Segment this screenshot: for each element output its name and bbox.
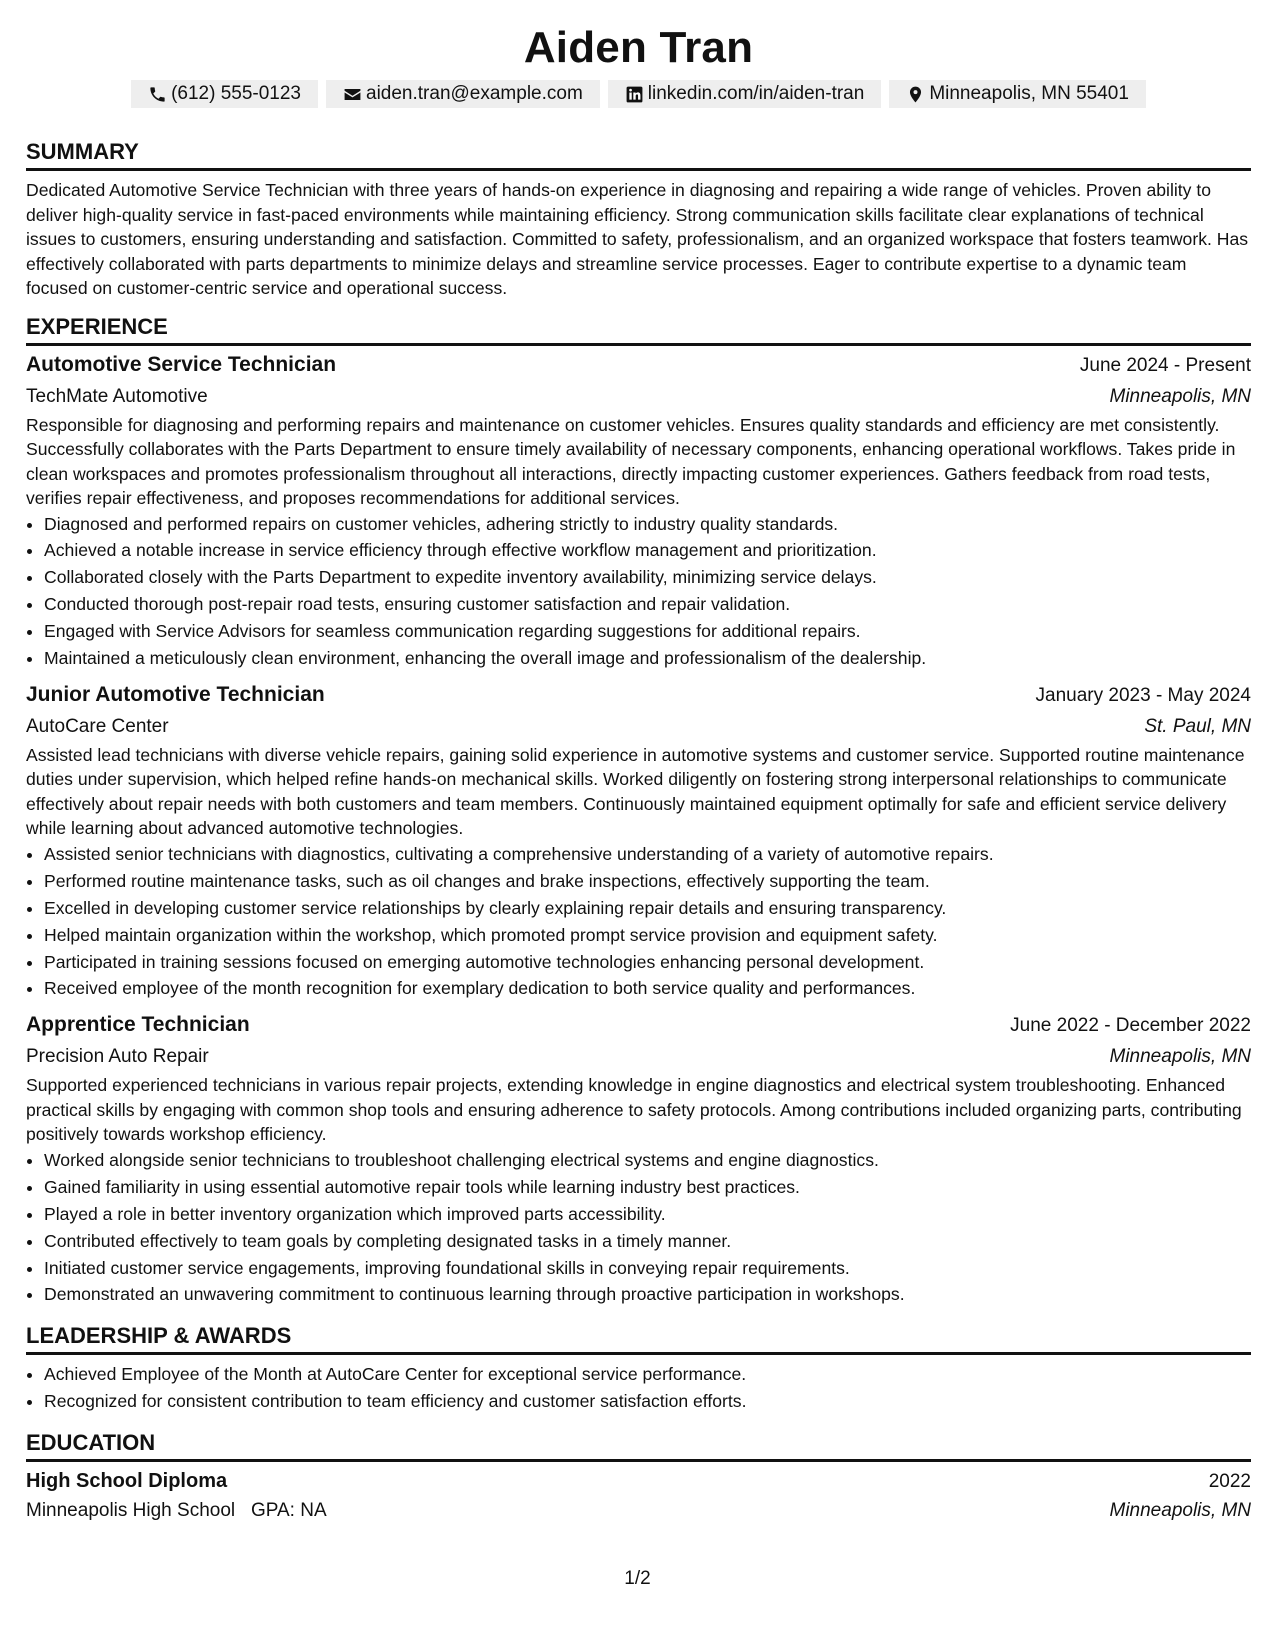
summary-section [26, 138, 1251, 301]
candidate-name: Aiden Tran [523, 23, 754, 72]
job-dates: June 2024 - Present [1079, 354, 1251, 376]
job-description: Assisted lead technicians with diverse vehicle repairs, gaining solid experience in automotive systems and customer service. Supported routine maintenance duties under supervision, which helped refine hands-on mechanical skills. Worked diligently on fostering strong interpersonal relationships to communicate effectively about repair needs with both customers and team members. Continuously maintained equipment optimally for safe and efficient service delivery while learning about advanced automotive technologies. [26, 744, 1245, 839]
contact-email[interactable] [326, 80, 600, 108]
section-title-summary: SUMMARY [26, 138, 1251, 171]
bullet-item: • Engaged with Service Advisors for seamless communication regarding suggestions for additional repairs. [44, 618, 1251, 645]
company-name: Precision Auto Repair [26, 1046, 209, 1068]
job-location: Minneapolis, MN [1109, 385, 1251, 407]
location-text: Minneapolis, MN 55401 [929, 83, 1129, 104]
experience-section [26, 313, 1251, 1309]
graduation-year: 2022 [1208, 1471, 1251, 1493]
company-name: TechMate Automotive [26, 385, 208, 407]
phone-icon [148, 85, 167, 104]
bullet-item: • Collaborated closely with the Parts Department to expedite inventory availability, minimizing service delays. [44, 564, 1251, 591]
contact-linkedin[interactable] [608, 80, 882, 108]
bullet-item: • Assisted senior technicians with diagnostics, cultivating a comprehensive understanding of a variety of automotive repairs. [44, 841, 1251, 868]
gpa-text: GPA: NA [250, 1500, 327, 1522]
job-bullets [26, 841, 1251, 1002]
bullet-item: • Conducted thorough post-repair road tests, ensuring customer satisfaction and repair validation. [44, 591, 1251, 618]
page-number: 1/2 [624, 1568, 651, 1589]
section-title-education: EDUCATION [26, 1429, 1251, 1462]
map-pin-icon [906, 85, 925, 104]
job-location: St. Paul, MN [1144, 715, 1251, 737]
contact-phone [131, 80, 318, 108]
job-location: Minneapolis, MN [1109, 1046, 1251, 1068]
bullet-item: • Demonstrated an unwavering commitment to continuous learning through proactive participation in workshops. [44, 1281, 1251, 1308]
bullet-item: • Played a role in better inventory organization which improved parts accessibility. [44, 1201, 1251, 1228]
email-text: aiden.tran@example.com [366, 83, 583, 104]
school-location: Minneapolis, MN [1109, 1500, 1251, 1522]
linkedin-icon [625, 85, 644, 104]
section-title-leadership: LEADERSHIP & AWARDS [26, 1322, 1251, 1355]
bullet-item: • Initiated customer service engagements, improving foundational skills in conveying repair requirements. [44, 1255, 1251, 1282]
bullet-item: • Gained familiarity in using essential automotive repair tools while learning industry best practices. [44, 1174, 1251, 1201]
bullet-item: • Contributed effectively to team goals by completing designated tasks in a timely manner. [44, 1228, 1251, 1255]
awards-bullets [26, 1361, 1251, 1415]
job-entry [26, 350, 1251, 672]
bullet-item: • Recognized for consistent contribution to team efficiency and customer satisfaction efforts. [44, 1388, 1251, 1415]
bullet-item: • Achieved Employee of the Month at AutoCare Center for exceptional service performance. [44, 1361, 1251, 1388]
bullet-item: • Excelled in developing customer service relationships by clearly explaining repair details and ensuring transparency. [44, 895, 1251, 922]
job-bullets [26, 511, 1251, 672]
envelope-icon [343, 85, 362, 104]
job-dates: January 2023 - May 2024 [1035, 684, 1251, 706]
bullet-item: • Performed routine maintenance tasks, such as oil changes and brake inspections, effectively supporting the team. [44, 868, 1251, 895]
company-name: AutoCare Center [26, 715, 169, 737]
leadership-section [26, 1322, 1251, 1415]
bullet-item: • Participated in training sessions focused on emerging automotive technologies enhancing personal development. [44, 949, 1251, 976]
linkedin-text: linkedin.com/in/aiden-tran [647, 83, 865, 104]
bullet-item: • Maintained a meticulously clean environment, enhancing the overall image and professionalism of the dealership. [44, 645, 1251, 672]
education-section [26, 1429, 1251, 1525]
job-description: Supported experienced technicians in various repair projects, extending knowledge in engine diagnostics and electrical system troubleshooting. Enhanced practical skills by engaging with common shop tools and ensuring adherence to safety protocols. Among contributions included organizing parts, contributing positively towards workshop efficiency. [26, 1075, 1242, 1145]
job-title: Apprentice Technician [26, 1013, 250, 1037]
section-title-experience: EXPERIENCE [26, 313, 1251, 346]
job-title: Automotive Service Technician [26, 352, 337, 376]
job-title: Junior Automotive Technician [26, 682, 325, 706]
school-info [26, 1497, 327, 1525]
job-dates: June 2022 - December 2022 [1010, 1015, 1251, 1037]
resume-page [26, 20, 1251, 1525]
contact-location [889, 80, 1146, 108]
school-name: Minneapolis High School [26, 1500, 236, 1522]
job-entry [26, 680, 1251, 1002]
bullet-item: • Diagnosed and performed repairs on customer vehicles, adhering strictly to industry quality standards. [44, 511, 1251, 538]
bullet-item: • Received employee of the month recognition for exemplary dedication to both service quality and performances. [44, 975, 1251, 1002]
degree-title: High School Diploma [26, 1470, 228, 1493]
bullet-item: • Achieved a notable increase in service efficiency through effective workflow management and prioritization. [44, 537, 1251, 564]
bullet-item: • Helped maintain organization within the workshop, which promoted prompt service provision and equipment safety. [44, 922, 1251, 949]
job-entry [26, 1010, 1251, 1308]
phone-text: (612) 555-0123 [171, 83, 301, 104]
job-bullets [26, 1147, 1251, 1308]
contact-bar [26, 80, 1251, 108]
bullet-item: • Worked alongside senior technicians to troubleshoot challenging electrical systems and engine diagnostics. [44, 1147, 1251, 1174]
summary-text: Dedicated Automotive Service Technician with three years of hands-on experience in diagnosing and repairing a wide range of vehicles. Proven ability to deliver high-quality service in fast-paced environments while maintaining efficiency. Strong communication skills facilitate clear explanations of technical issues to customers, ensuring understanding and satisfaction. Committed to safety, professionalism, and an organized workspace that fosters teamwork. Has effectively collaborated with parts departments to minimize delays and streamline service processes. Eager to contribute expertise to a dynamic team focused on customer-centric service and operational success. [26, 180, 1249, 298]
job-description: Responsible for diagnosing and performing repairs and maintenance on customer vehicles. Ensures quality standards and efficiency are met consistently. Successfully collaborates with the Parts Department to ensure timely availability of necessary components, enhancing operational workflows. Takes pride in clean workspaces and promotes professionalism throughout all interactions, directly impacting customer experiences. Gathers feedback from road tests, verifies repair effectiveness, and proposes recommendations for additional services. [26, 414, 1236, 508]
